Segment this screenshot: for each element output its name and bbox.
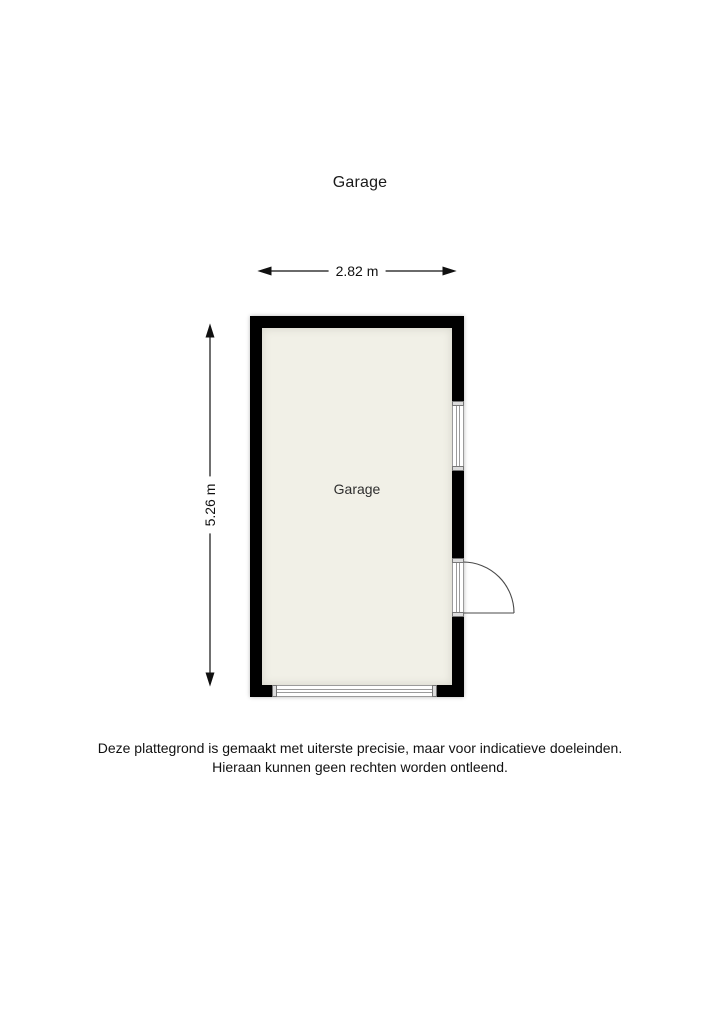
window-glazing-line xyxy=(456,402,460,470)
garage-door-icon xyxy=(272,685,437,697)
door-panel-line xyxy=(456,559,460,616)
garage-door-cap-right xyxy=(432,685,437,697)
height-dimension-label: 5.26 m xyxy=(202,477,218,534)
door-swing-arc-icon xyxy=(463,562,514,613)
room-garage xyxy=(250,316,464,697)
entry-door-icon xyxy=(452,558,464,617)
door-frame-cap-top xyxy=(452,558,464,563)
height-dimension-arrow-up-icon xyxy=(206,325,214,337)
window-frame-cap-top xyxy=(452,401,464,406)
window-frame-cap-bottom xyxy=(452,466,464,471)
garage-door-panel-line xyxy=(273,689,436,693)
page-title: Garage xyxy=(332,174,388,191)
door-swing xyxy=(463,562,514,613)
room-label: Garage xyxy=(333,481,381,497)
width-dimension-arrow-left-icon xyxy=(259,267,271,275)
disclaimer-line1: Deze plattegrond is gemaakt met uiterste precisie, maar voor indicatieve doeleinden. xyxy=(97,740,623,756)
disclaimer xyxy=(0,739,720,777)
width-dimension-label: 2.82 m xyxy=(329,263,386,279)
width-dimension-arrow-right-icon xyxy=(443,267,455,275)
window-icon xyxy=(452,401,464,471)
disclaimer-line2: Hieraan kunnen geen rechten worden ontleend. xyxy=(212,759,508,775)
garage-door-cap-left xyxy=(272,685,277,697)
height-dimension-arrow-down-icon xyxy=(206,673,214,685)
door-frame-cap-bottom xyxy=(452,612,464,617)
